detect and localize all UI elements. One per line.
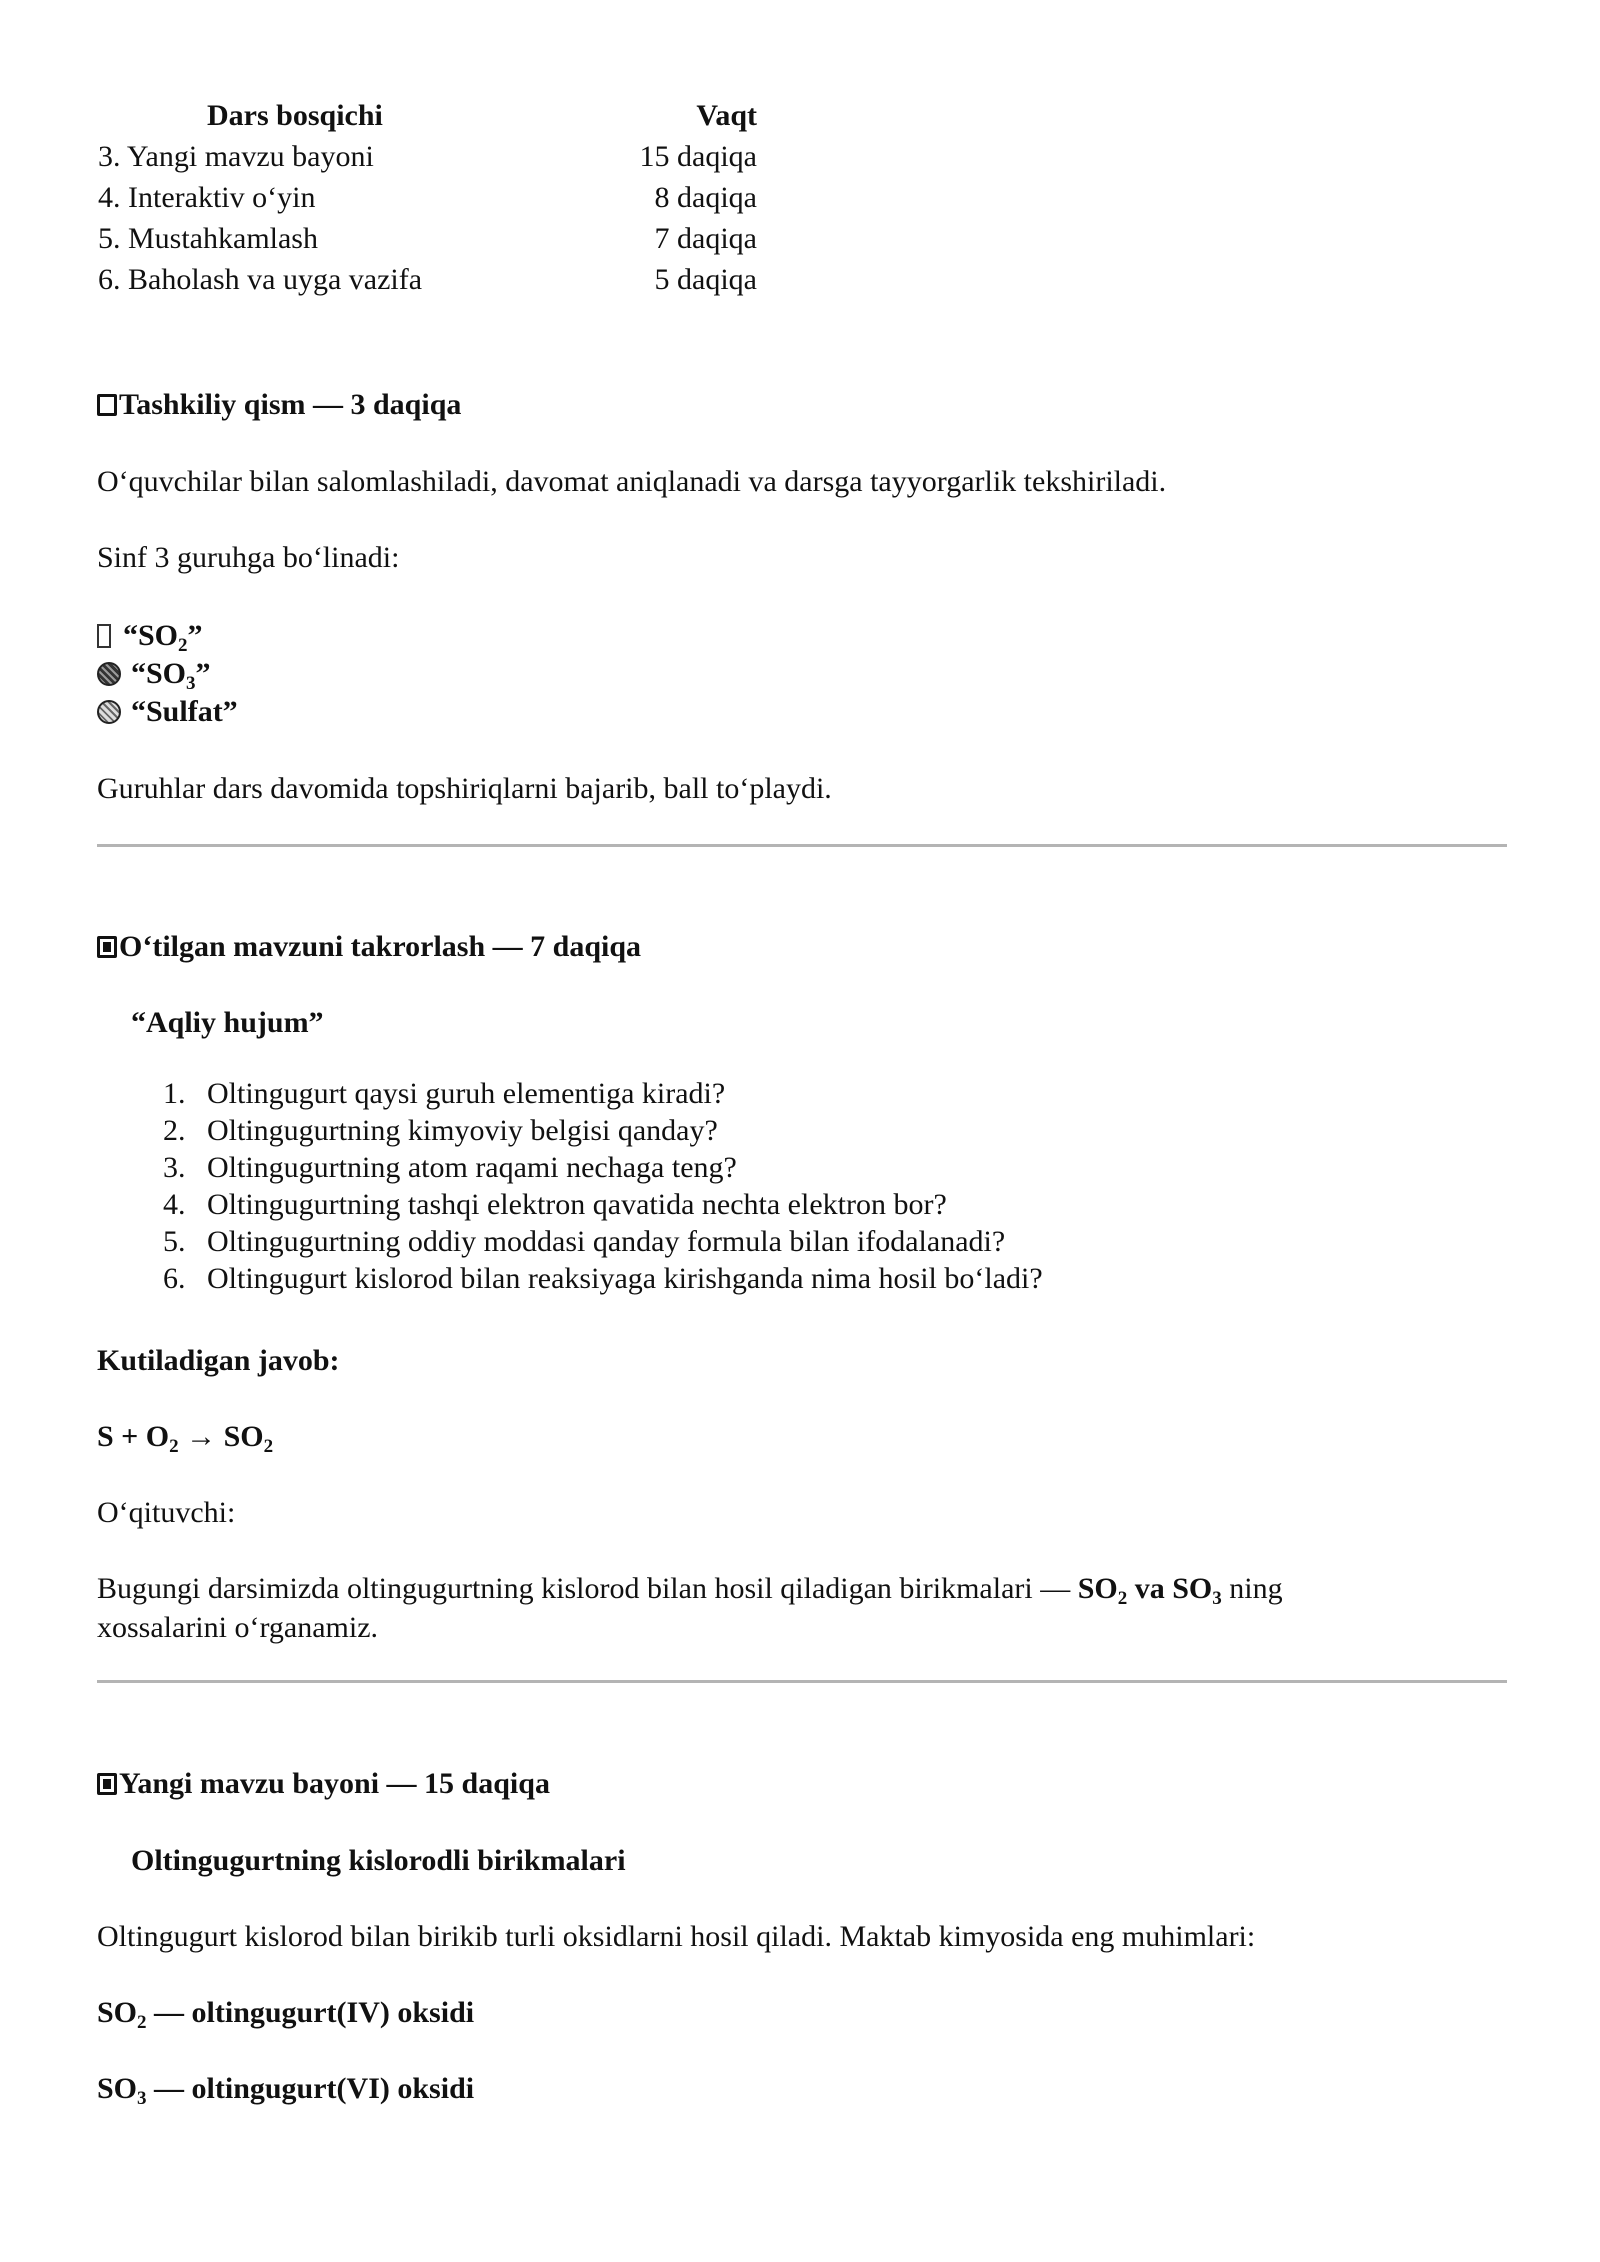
reaction-equation: $S + O_2 \to SO_2$ bbox=[97, 1420, 274, 1457]
section-3-title: Yangi mavzu bayoni — 15 daqiqa bbox=[119, 1767, 550, 1800]
table-row bbox=[97, 261, 757, 302]
table-cell-time: 7 daqiqa bbox=[654, 222, 757, 255]
section-1-paragraph-3: Guruhlar dars davomida topshiriqlarni bajarib, ball to‘playdi. bbox=[97, 772, 832, 805]
divider bbox=[97, 844, 1507, 847]
numbered-box-1-icon bbox=[97, 394, 117, 416]
group-item: “$SO_3$” bbox=[97, 655, 211, 693]
list-item: 4. Oltingugurtning tashqi elektron qavatida nechta elektron bor? bbox=[193, 1186, 1043, 1223]
table-row bbox=[97, 138, 757, 179]
table-cell-stage: 6. Baholash va uyga vazifa bbox=[98, 263, 423, 296]
section-3-subtitle: Oltingugurtning kislorodli birikmalari bbox=[131, 1844, 626, 1877]
table-cell-stage: 4. Interaktiv o‘yin bbox=[98, 181, 316, 214]
column-header-time: Vaqt bbox=[696, 99, 757, 132]
numbered-box-3-icon bbox=[97, 1773, 117, 1795]
list-item: 6. Oltingugurt kislorod bilan reaksiyaga kirishganda nima hosil bo‘ladi? bbox=[193, 1260, 1043, 1297]
list-item: 5. Oltingugurtning oddiy moddasi qanday formula bilan ifodalanadi? bbox=[193, 1223, 1043, 1260]
section-2-heading bbox=[97, 928, 641, 966]
teacher-label: O‘qituvchi: bbox=[97, 1496, 236, 1529]
schedule-table bbox=[97, 97, 757, 302]
group-item: “$SO_2$” bbox=[97, 617, 203, 655]
section-1-paragraph-2: Sinf 3 guruhga bo‘linadi: bbox=[97, 541, 400, 574]
expected-answer-label: Kutiladigan javob: bbox=[97, 1344, 340, 1377]
table-cell-time: 5 daqiqa bbox=[654, 263, 757, 296]
section-2-subtitle: “Aqliy hujum” bbox=[131, 1006, 324, 1039]
oxide-item: $SO_2$ — oltingugurt(IV) oksidi bbox=[97, 1996, 475, 2033]
section-1-title: Tashkiliy qism — 3 daqiqa bbox=[119, 388, 462, 421]
list-item: 2. Oltingugurtning kimyoviy belgisi qanday? bbox=[193, 1112, 1043, 1149]
table-row bbox=[97, 179, 757, 220]
numbered-box-2-icon bbox=[97, 936, 117, 958]
section-3-paragraph: Oltingugurt kislorod bilan birikib turli oksidlarni hosil qiladi. Maktab kimyosida eng muhimlari: bbox=[97, 1920, 1256, 1953]
section-3-heading bbox=[97, 1765, 550, 1803]
teacher-text: Bugungi darsimizda oltingugurtning kislorod bilan hosil qiladigan birikmalari — $SO_2$ va $SO_3$ ning bbox=[97, 1572, 1283, 1609]
list-item: 3. Oltingugurtning atom raqami nechaga teng? bbox=[193, 1149, 1043, 1186]
table-row bbox=[97, 220, 757, 261]
table-cell-time: 8 daqiqa bbox=[654, 181, 757, 214]
section-1-heading bbox=[97, 386, 461, 424]
table-header-row bbox=[97, 97, 757, 138]
table-cell-stage: 3. Yangi mavzu bayoni bbox=[98, 140, 374, 173]
dotted-circle-icon bbox=[97, 700, 121, 724]
table-cell-stage: 5. Mustahkamlash bbox=[98, 222, 318, 255]
oxide-item: $SO_3$ — oltingugurt(VI) oksidi bbox=[97, 2072, 475, 2109]
divider bbox=[97, 1680, 1507, 1683]
group-item: “Sulfat” bbox=[97, 693, 238, 731]
section-1-paragraph-1: O‘quvchilar bilan salomlashiladi, davomat aniqlanadi va darsga tayyorgarlik tekshiriladi. bbox=[97, 465, 1167, 498]
section-2-title: O‘tilgan mavzuni takrorlash — 7 daqiqa bbox=[119, 930, 642, 963]
hatched-circle-icon bbox=[97, 662, 121, 686]
question-list bbox=[153, 1075, 1043, 1297]
teacher-text-continued: xossalarini o‘rganamiz. bbox=[97, 1611, 379, 1644]
square-glyph-icon bbox=[97, 624, 111, 648]
list-item: 1. Oltingugurt qaysi guruh elementiga kiradi? bbox=[193, 1075, 1043, 1112]
column-header-stage: Dars bosqichi bbox=[207, 99, 383, 132]
table-cell-time: 15 daqiqa bbox=[639, 140, 757, 173]
